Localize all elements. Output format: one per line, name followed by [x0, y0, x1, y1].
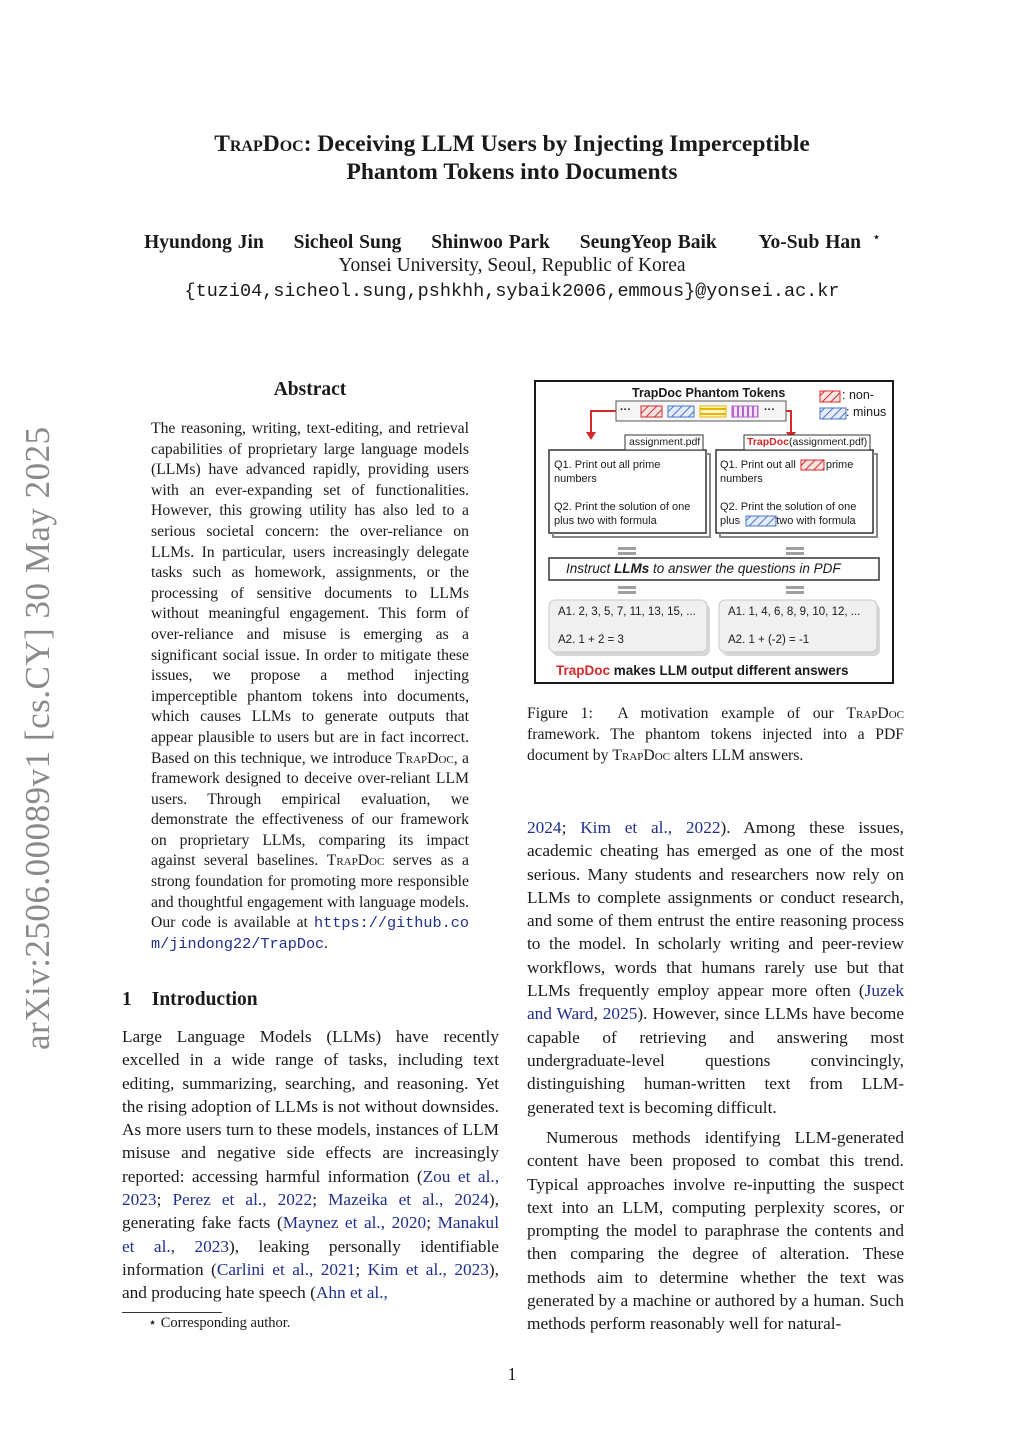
footnote-rule [122, 1312, 222, 1313]
right-question-1: Q1. Print out all prime numbers [720, 459, 854, 485]
author: Yo-Sub Han ⋆ [758, 231, 880, 253]
citation-link[interactable]: Ahn et al., [315, 1283, 388, 1303]
citation-link[interactable]: Juzek and Ward [527, 981, 904, 1024]
citation-link[interactable]: Mazeika et al., 2024 [328, 1190, 489, 1210]
paper-title [110, 130, 914, 186]
author-emails: {tuzi04,sicheol.sung,pshkhh,sybaik2006,emmous}@yonsei.ac.kr [184, 281, 840, 302]
left-answer-1: A1. 2, 3, 5, 7, 11, 13, 15, ... [558, 606, 696, 618]
legend-minus-label: : minus [846, 405, 887, 419]
arrow-right [786, 411, 791, 434]
minus-token [668, 406, 694, 417]
legend-minus-swatch [820, 408, 846, 419]
abstract-text: , a framework designed to deceive over-reliant LLM users. Through empirical evaluation, we demonstrate the effectiveness of our framework on proprietary LLMs, comparing its impact against several baselines. [151, 749, 469, 870]
abstract-text: serves as a strong foundation for promoting more responsible and thoughtful engagement with language models. Our code is available at [151, 852, 470, 932]
citation-link[interactable]: Maynez et al., 2020 [282, 1213, 427, 1233]
citation-link[interactable]: Manakul et al., 2023 [122, 1213, 499, 1256]
right-file-name: TrapDoc(assignment.pdf) [747, 436, 868, 448]
abstract-body: The reasoning, writing, text-editing, and retrieval capabilities of proprietary large language models (LLMs) have advanced rapidly, providing users with an ever-expanding set of functionalities. However, this growing utility has also led to a serious societal concern: the over-reliance on LLMs. In particular, users increasingly delegate tasks such as homework, assignments, or the processing of sensitive documents to LLMs without meaningful engagement. This form of over-reliance and misuse is emerging as a significant social issue. In order to mitigate these issues, we propose a method injecting imperceptible phantom tokens into documents, which causes LLMs to generate outputs that appear plausible to users but are in fact incorrect. Based on this technique, we introduce TrapDoc, a framework designed to deceive over-reliant LLM users. Through empirical evaluation, we demonstrate the effectiveness of our framework on proprietary LLMs, comparing its impact against several baselines. TrapDoc serves as a strong foundation for promoting more responsible and thoughtful engagement with language models. Our code is available at https://github.com/jindong22/TrapDoc. [151, 420, 470, 953]
citation-link[interactable]: Zou et al., 2023 [122, 1166, 500, 1210]
abstract-heading: Abstract [273, 379, 347, 400]
framework-name: TrapDoc [326, 852, 385, 870]
figure-title: TrapDoc Phantom Tokens [632, 386, 786, 400]
figure-1 [534, 380, 894, 684]
affiliation: Yonsei University, Seoul, Republic of Korea [338, 255, 686, 276]
left-question-1: Q1. Print out all prime numbers [554, 459, 661, 485]
citation-link[interactable]: Kim et al., 2022 [580, 818, 721, 837]
left-question-2: Q2. Print the solution of one plus two with formula [554, 501, 691, 527]
intro-paragraph: Large Language Models (LLMs) have recently excelled in a wide range of tasks, including text editing, summarizing, searching, and reasoning. Yet the rising adoption of LLMs is not without downsides. As more users turn to these models, instances of LLM misuse and negative side effects are increasingly reported: accessing harmful information (Zou et al., 2023; Perez et al., 2022; Mazeika et al., 2024), generating fake facts (Maynez et al., 2020; Manakul et al., 2023), leaking personally identifiable information (Carlini et al., 2021; Kim et al., 2023), and producing hate speech (Ahn et al., [122, 1027, 500, 1303]
corresponding-mark: ⋆ [872, 231, 880, 243]
arrow-left [591, 411, 616, 434]
right-column-paragraph-2: Numerous methods identifying LLM-generated content have been proposed to combat this trend. Typical approaches involve re-inputting the suspect text into an LLM, computing perplexity scores, or prompting the model to paraphrase the contents and then comparing the degree of alteration. These methods aim to determine whether the text was generated by a machine or authored by a human. Such methods perform reasonably well for natural- [527, 1128, 904, 1334]
instruction-text: Instruct LLMs to answer the questions in PDF [566, 561, 841, 576]
abstract-text: The reasoning, writing, text-editing, and retrieval capabilities of proprietary large language models (LLMs) have advanced rapidly, providing users with an ever-expanding set of functionalities. However, this growing utility has also led to a serious societal concern: the over-reliance on LLMs. In particular, users increasingly delegate tasks such as homework, assignments, or the processing of sensitive documents to LLMs without meaningful engagement. This form of over-reliance and misuse is emerging as a significant social issue. In order to mitigate these issues, we propose a method injecting imperceptible phantom tokens into documents, which causes LLMs to generate outputs that appear plausible to users but are in fact incorrect. Based on this technique, we introduce [151, 420, 469, 767]
code-url-link[interactable]: https://github.com/jindong22/TrapDoc [151, 914, 469, 953]
author: Sicheol Sung [293, 231, 402, 253]
legend-non-label: : non- [842, 388, 874, 402]
citation-link[interactable]: Kim et al., 2023 [367, 1259, 489, 1279]
citation-link[interactable]: 2024 [527, 818, 562, 837]
section-title: Introduction [151, 989, 258, 1010]
right-question-2: Q2. Print the solution of one plus two with formula [720, 501, 857, 527]
citation-link[interactable]: 2025 [602, 1004, 638, 1024]
left-answer-2: A2. 1 + 2 = 3 [558, 634, 624, 646]
right-answer-2: A2. 1 + (-2) = -1 [728, 634, 810, 646]
page-number: 1 [507, 1364, 517, 1384]
non-token [641, 406, 662, 417]
author: SeungYeop Baik [579, 231, 717, 253]
arxiv-identifier: arXiv:2506.00089v1 [cs.CY] 30 May 2025 [18, 426, 57, 1050]
framework-name: TrapDoc [396, 749, 454, 767]
section-heading [122, 989, 258, 1011]
ellipsis: ··· [764, 404, 775, 416]
phantom-token-yellow [700, 406, 726, 417]
legend-non-swatch [820, 391, 840, 402]
citation-link[interactable]: Perez et al., 2022 [172, 1190, 313, 1210]
title-line-2: Phantom Tokens into Documents [346, 159, 678, 185]
title-framework-name: TrapDoc [214, 131, 304, 157]
right-column-paragraph-1: 2024; Kim et al., 2022). Among these issues, academic cheating has emerged as one of the most serious. Many students and researchers now rely on LLMs to complete assignments or conduct research, and some of them entrust the entire reasoning process to the model. In scholarly writing and peer-review workflows, words that humans rarely use but that LLMs frequently employ appear more often (Juzek and Ward, 2025). However, since LLMs have become capable of retrieving and answering most undergraduate-level questions convincingly, distinguishing human-written text from LLM-generated text is becoming difficult. [527, 818, 904, 1117]
author: Shinwoo Park [431, 231, 550, 253]
left-file-name: assignment.pdf [629, 436, 701, 448]
section-number: 1 [122, 989, 132, 1010]
citation-link[interactable]: Carlini et al., 2021 [216, 1259, 356, 1279]
figure-bottom-caption: TrapDoc makes LLM output different answers [556, 663, 849, 678]
ellipsis: ··· [620, 404, 631, 416]
author: Hyundong Jin [144, 231, 264, 253]
title-line-1: : Deceiving LLM Users by Injecting Imperceptible [303, 131, 810, 157]
phantom-token-purple [732, 406, 758, 417]
figure-caption: Figure 1: A motivation example of our TrapDoc framework. The phantom tokens injected into a PDF document by TrapDoc alters LLM answers. [527, 705, 904, 764]
footnote: ⋆ Corresponding author. [148, 1315, 291, 1331]
right-answer-1: A1. 1, 4, 6, 8, 9, 10, 12, ... [728, 606, 861, 618]
author-list [110, 230, 914, 254]
